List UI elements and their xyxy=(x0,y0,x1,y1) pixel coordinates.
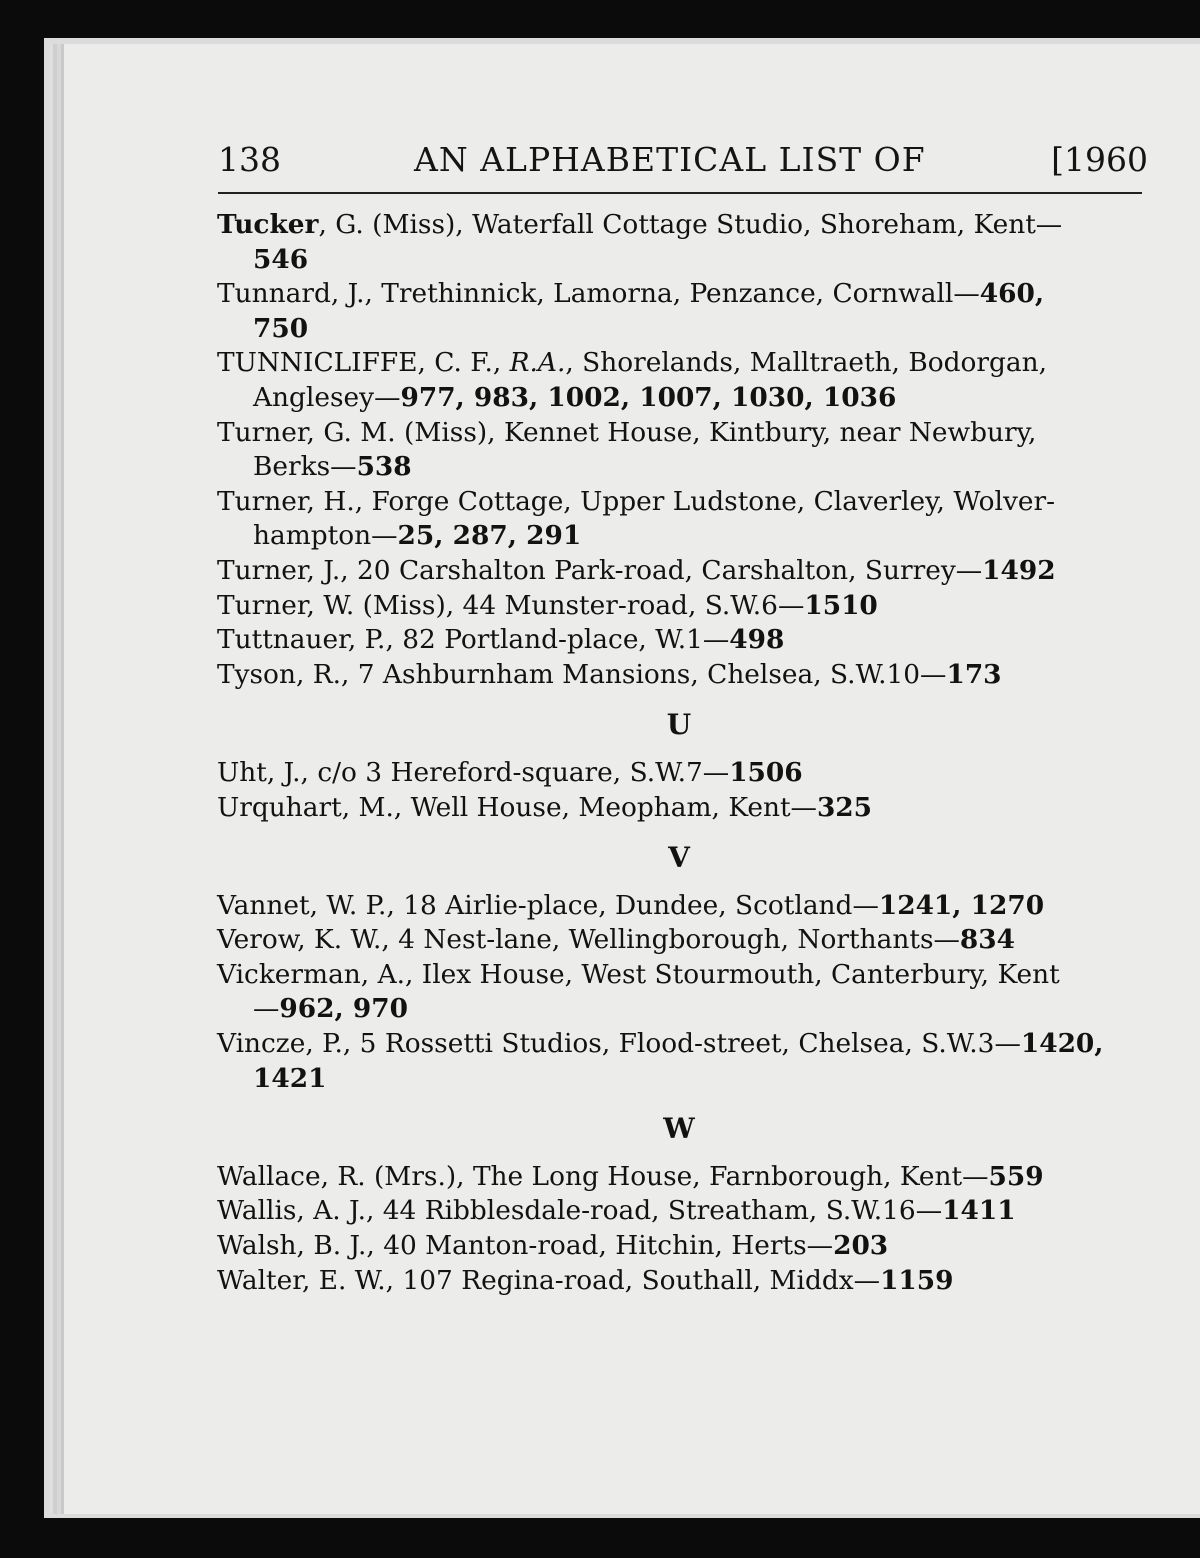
list-entry: Vickerman, A., Ilex House, West Stourmouth, Canterbury, Kent —962, 970 xyxy=(217,958,1060,1025)
list-entry: Walter, E. W., 107 Regina-road, Southall, Middx—1159 xyxy=(217,1264,954,1296)
list-entry: Turner, H., Forge Cottage, Upper Ludstone, Claverley, Wolver- hampton—25, 287, 291 xyxy=(217,485,1056,552)
list-entry: Turner, G. M. (Miss), Kennet House, Kintbury, near Newbury, Berks—538 xyxy=(217,416,1037,483)
list-entry: Vannet, W. P., 18 Airlie-place, Dundee, Scotland—1241, 1270 xyxy=(217,889,1045,921)
list-entry: Urquhart, M., Well House, Meopham, Kent—325 xyxy=(217,791,873,823)
list-entry: Wallis, A. J., 44 Ribblesdale-road, Streatham, S.W.16—1411 xyxy=(217,1195,1016,1227)
list-entry: Walsh, B. J., 40 Manton-road, Hitchin, Herts—203 xyxy=(217,1230,889,1262)
list-entry: Turner, J., 20 Carshalton Park-road, Carshalton, Surrey—1492 xyxy=(217,554,1056,586)
list-entry: Tuttnauer, P., 82 Portland-place, W.1—498 xyxy=(217,624,785,656)
section-letter-w: W xyxy=(663,1112,696,1146)
list-entry: Vincze, P., 5 Rossetti Studios, Flood-street, Chelsea, S.W.3—1420, 1421 xyxy=(217,1028,1104,1094)
directory-list xyxy=(217,208,1142,1298)
list-entry: Verow, K. W., 4 Nest-lane, Wellingborough, Northants—834 xyxy=(217,924,1015,956)
header-year: [1960 xyxy=(1051,140,1148,179)
running-header xyxy=(218,140,1148,184)
list-entry: Turner, W. (Miss), 44 Munster-road, S.W.6—1510 xyxy=(217,589,878,621)
list-entry: Tunnard, J., Trethinnick, Lamorna, Penzance, Cornwall—460, 750 xyxy=(217,278,1045,344)
section-letter-v: V xyxy=(668,841,691,875)
section-letter-u: U xyxy=(666,708,693,742)
list-entry: Tyson, R., 7 Ashburnham Mansions, Chelsea, S.W.10—173 xyxy=(217,658,1002,690)
page-title: AN ALPHABETICAL LIST OF xyxy=(414,140,926,179)
page-number: 138 xyxy=(218,140,281,179)
list-entry: Wallace, R. (Mrs.), The Long House, Farnborough, Kent—559 xyxy=(217,1160,1044,1192)
list-entry: Tucker, G. (Miss), Waterfall Cottage Studio, Shoreham, Kent— 546 xyxy=(217,209,1063,275)
header-rule xyxy=(218,192,1142,194)
list-entry: Uht, J., c/o 3 Hereford-square, S.W.7—1506 xyxy=(217,756,803,788)
list-entry: TUNNICLIFFE, C. F., R.A., Shorelands, Malltraeth, Bodorgan, Anglesey—977, 983, 1002, 1007, 1030, 1036 xyxy=(217,347,1048,413)
